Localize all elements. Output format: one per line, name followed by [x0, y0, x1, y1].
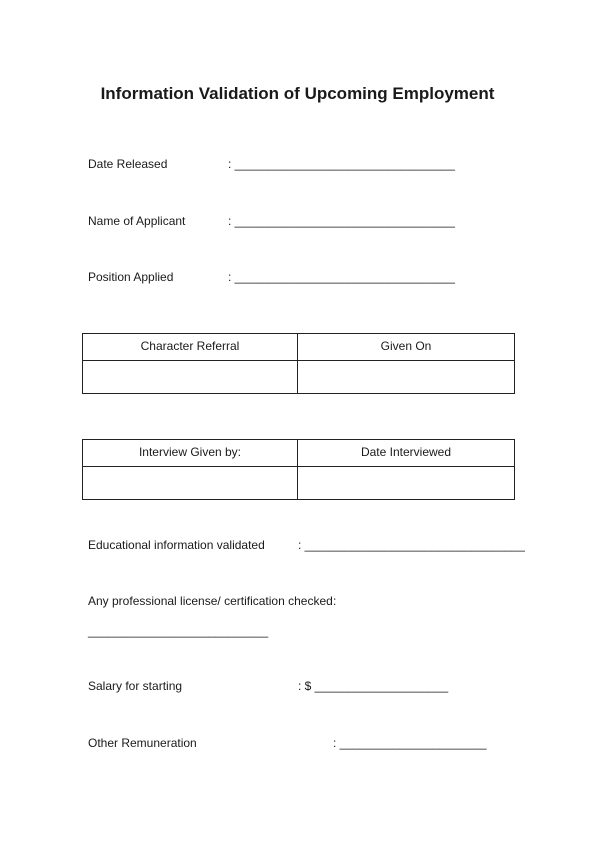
- educational-label: Educational information validated: [88, 538, 265, 552]
- salary-row: [88, 679, 182, 693]
- other-remuneration-field[interactable]: : ______________________: [333, 736, 487, 750]
- other-remuneration-label: Other Remuneration: [88, 736, 197, 750]
- interview-given-by-header: Interview Given by:: [83, 440, 298, 467]
- position-applied-field[interactable]: : _________________________________: [228, 270, 455, 284]
- name-of-applicant-label: Name of Applicant: [88, 214, 186, 228]
- table-row: [83, 467, 515, 500]
- professional-row: [88, 594, 333, 608]
- professional-field[interactable]: ___________________________: [88, 624, 269, 638]
- salary-field[interactable]: : $ ____________________: [298, 679, 449, 693]
- interview-given-by-cell[interactable]: [83, 467, 298, 500]
- character-referral-table: [82, 333, 515, 394]
- date-interviewed-cell[interactable]: [298, 467, 515, 500]
- professional-colon: :: [333, 594, 337, 608]
- position-applied-label: Position Applied: [88, 270, 174, 284]
- date-interviewed-header: Date Interviewed: [298, 440, 515, 467]
- interview-table: [82, 439, 515, 500]
- salary-label: Salary for starting: [88, 679, 183, 693]
- date-released-label: Date Released: [88, 157, 168, 171]
- educational-row: [88, 538, 265, 552]
- page-title: Information Validation of Upcoming Employment: [100, 84, 495, 103]
- table-header-row: [83, 440, 515, 467]
- table-header-row: [83, 334, 515, 361]
- character-referral-cell[interactable]: [83, 361, 298, 394]
- name-of-applicant-row: [88, 214, 185, 228]
- other-remuneration-row: [88, 736, 197, 750]
- character-referral-header: Character Referral: [83, 334, 298, 361]
- given-on-cell[interactable]: [298, 361, 515, 394]
- name-of-applicant-field[interactable]: : _________________________________: [228, 214, 455, 228]
- date-released-row: [88, 157, 167, 171]
- position-applied-row: [88, 270, 173, 284]
- date-released-field[interactable]: : _________________________________: [228, 157, 455, 171]
- educational-field[interactable]: : _________________________________: [298, 538, 525, 552]
- given-on-header: Given On: [298, 334, 515, 361]
- table-row: [83, 361, 515, 394]
- professional-label: Any professional license/ certification checked: [88, 594, 333, 608]
